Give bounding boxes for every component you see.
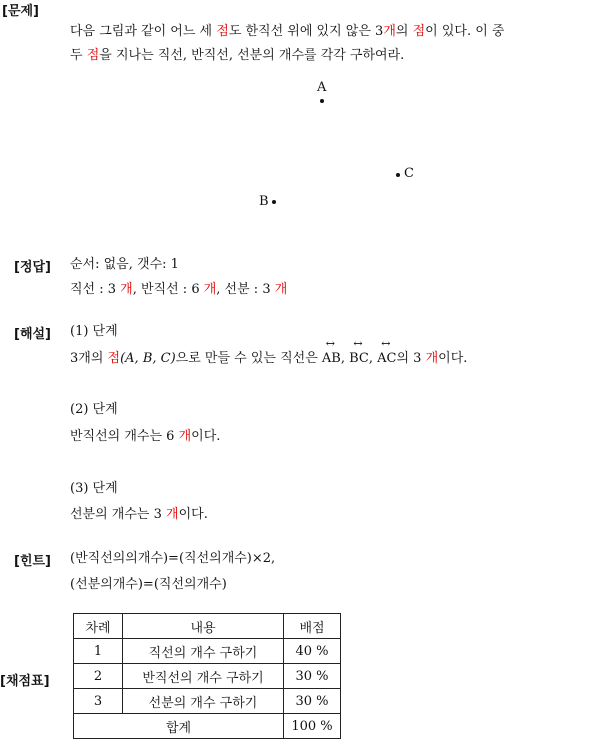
- answer-tag: [정답]: [14, 260, 51, 275]
- total-value: 100 %: [284, 714, 341, 739]
- table-header-row: [74, 614, 341, 639]
- hint-line-1: (반직선의의개수)=(직선의개수)×2,: [70, 551, 276, 566]
- total-label: 합계: [74, 714, 284, 739]
- highlight-point: 점: [412, 24, 426, 39]
- scoring-tag: [채점표]: [0, 674, 50, 689]
- table-row: 2 반직선의 개수 구하기 30 %: [74, 664, 341, 689]
- line-bc: ↔ BC: [349, 350, 369, 368]
- point-b-label: B: [259, 194, 269, 209]
- table-row: 1 직선의 개수 구하기 40 %: [74, 639, 341, 664]
- header-order: 차례: [74, 614, 123, 639]
- step-3-title: (3) 단계: [70, 481, 118, 496]
- point-a-dot: [320, 99, 324, 103]
- hint-tag: [힌트]: [14, 554, 51, 569]
- table-row: 3 선분의 개수 구하기 30 %: [74, 689, 341, 714]
- step-2-text: 반직선의 개수는 6 개이다.: [70, 429, 221, 444]
- hint-line-2: (선분의개수)=(직선의개수): [70, 577, 227, 592]
- table-total-row: [74, 714, 341, 739]
- scoring-table: [73, 613, 341, 739]
- highlight-point: 점: [216, 24, 229, 39]
- step-2-title: (2) 단계: [70, 402, 118, 417]
- header-content: 내용: [123, 614, 284, 639]
- highlight-count: 개: [383, 24, 396, 39]
- answer-line-1: 순서: 없음, 갯수: 1: [70, 257, 179, 272]
- step-1-title: (1) 단계: [70, 324, 118, 339]
- problem-tag: [문제]: [2, 4, 39, 19]
- line-ab: ↔ AB: [322, 350, 341, 368]
- step-1-text: 3개의 점(A, B, C)으로 만들 수 있는 직선은 ↔ AB, ↔ BC, ↔ AC의 3 개이다.: [70, 350, 467, 368]
- problem-line-1: 다음 그림과 같이 어느 세 점도 한직선 위에 있지 않은 3개의 점이 있다. 이 중: [70, 24, 505, 39]
- line-ac: ↔ AC: [377, 350, 396, 368]
- point-b-dot: [272, 200, 276, 204]
- point-c-label: C: [404, 166, 414, 181]
- step-3-text: 선분의 개수는 3 개이다.: [70, 507, 208, 522]
- explanation-tag: [해설]: [14, 327, 51, 342]
- highlight-point: 점: [86, 48, 100, 63]
- point-a-label: A: [317, 80, 327, 95]
- point-c-dot: [396, 173, 400, 177]
- header-points: 배점: [284, 614, 341, 639]
- problem-line-2: 두 점을 지나는 직선, 반직선, 선분의 개수를 각각 구하여라.: [70, 48, 405, 63]
- answer-line-2: 직선 : 3 개, 반직선 : 6 개, 선분 : 3 개: [70, 282, 288, 297]
